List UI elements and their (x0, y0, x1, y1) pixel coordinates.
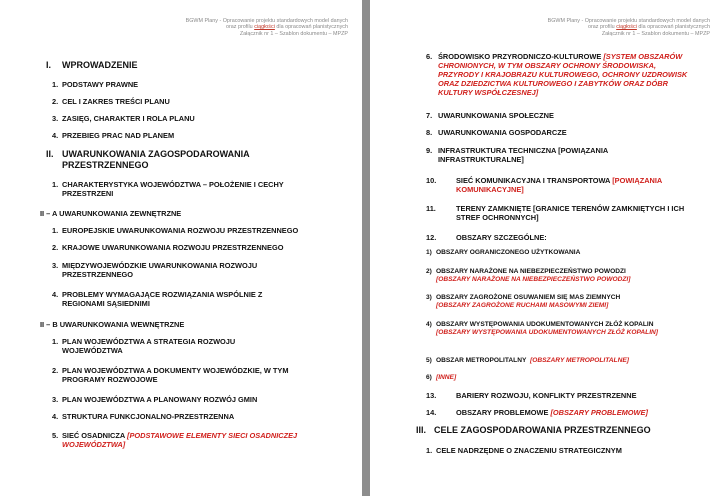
toc-item[interactable]: 12. OBSZARY SZCZEGÓLNE: (426, 233, 547, 242)
header-line-3: Załącznik nr 1 – Szablon dokumentu – MPZP (239, 30, 348, 37)
toc-item[interactable]: 2. CEL I ZAKRES TREŚCI PLANU (52, 97, 170, 106)
header-scribble: ciągłości (616, 24, 637, 31)
toc-item[interactable]: 3. PLAN WOJEWÓDZTWA A PLANOWANY ROZWÓJ GMIN (52, 395, 258, 404)
toc-item-note: [PODSTAWOWE ELEMENTY SIECI OSADNICZEJ WOJEWÓDZTWA] (62, 431, 298, 449)
header-line-3: Załącznik nr 1 – Szablon dokumentu – MPZP (601, 30, 710, 37)
header-line-2c: dla opracowań planistycznych (638, 24, 710, 31)
header-line-2a: oraz profilu (226, 24, 253, 31)
toc-subitem-note: [OBSZARY ZAGROŻONE RUCHAMI MASOWYMI ZIEMI] (436, 302, 609, 309)
page-header (108, 18, 348, 37)
toc-item[interactable]: 7. UWARUNKOWANIA SPOŁECZNE (426, 111, 554, 120)
header-line-1: BGWM Plany - Opracowanie projektu standardowych model danych (185, 18, 348, 24)
toc-section[interactable]: II – A UWARUNKOWANIA ZEWNĘTRZNE (40, 209, 182, 218)
toc-item[interactable]: 1. EUROPEJSKIE UWARUNKOWANIA ROZWOJU PRZESTRZENNEGO (52, 226, 299, 235)
toc-item[interactable]: 2. KRAJOWE UWARUNKOWANIA ROZWOJU PRZESTRZENNEGO (52, 243, 284, 252)
toc-item[interactable]: 1. CHARAKTERYSTYKA WOJEWÓDZTWA – POŁOŻENIE I CECHY PRZESTRZENI (52, 180, 284, 198)
toc-subitem-note: [OBSZARY METROPOLITALNE] (530, 357, 629, 364)
toc-item[interactable]: III. CELE ZAGOSPODAROWANIA PRZESTRZENNEGO (416, 425, 651, 435)
toc-item-note: [OBSZARY PROBLEMOWE] (550, 408, 648, 417)
toc-item[interactable]: 5. SIEĆ OSADNICZA [PODSTAWOWE ELEMENTY SIECI OSADNICZEJ WOJEWÓDZTWA] (52, 431, 298, 449)
toc-item[interactable]: I. WPROWADZENIE (46, 60, 138, 70)
toc-section[interactable]: II – B UWARUNKOWANIA WEWNĘTRZNE (40, 320, 185, 329)
toc-item[interactable]: 14. OBSZARY PROBLEMOWE [OBSZARY PROBLEMOWE] (426, 408, 648, 417)
toc-item-note: [POWIĄZANIA KOMUNIKACYJNE] (456, 176, 662, 194)
toc-subitem[interactable]: 2) OBSZARY NARAŻONE NA NIEBEZPIECZEŃSTWO POWODZI [OBSZARY NARAŻONE NA NIEBEZPIECZEŃSTWO POWODZI] (426, 268, 631, 283)
toc-item[interactable]: 9. INFRASTRUKTURA TECHNICZNA [POWIĄZANIA INFRASTRUKTURALNE] (426, 146, 608, 164)
toc-item[interactable]: 1. PLAN WOJEWÓDZTWA A STRATEGIA ROZWOJU WOJEWÓDZTWA (52, 337, 236, 355)
header-line-1: BGWM Plany - Opracowanie projektu standardowych model danych (547, 18, 710, 24)
toc-subitem-note: [OBSZARY NARAŻONE NA NIEBEZPIECZEŃSTWO POWODZI] (436, 276, 631, 283)
toc-item[interactable]: 1. CELE NADRZĘDNE O ZNACZENIU STRATEGICZNYM (426, 446, 622, 455)
header-scribble: ciągłości (254, 24, 275, 31)
header-line-2a: oraz profilu (588, 24, 615, 31)
page-gutter (362, 0, 370, 496)
toc-subitem[interactable]: 4) OBSZARY WYSTĘPOWANIA UDOKUMENTOWANYCH ZŁÓŻ KOPALIN [OBSZARY WYSTĘPOWANIA UDOKUMENTOWANYCH ZŁÓŻ KOPALIN] (426, 321, 658, 336)
toc-item[interactable]: 4. PRZEBIEG PRAC NAD PLANEM (52, 131, 175, 140)
toc-item[interactable]: 2. PLAN WOJEWÓDZTWA A DOKUMENTY WOJEWÓDZKIE, W TYM PROGRAMY ROZWOJOWE (52, 366, 289, 384)
toc-item[interactable]: 4. STRUKTURA FUNKCJONALNO-PRZESTRZENNA (52, 412, 235, 421)
toc-item[interactable]: 6. ŚRODOWISKO PRZYRODNICZO-KULTUROWE [SYSTEM OBSZARÓW CHRONIONYCH, W TYM OBSZARY OCHRONY ŚRODOWISKA, PRZYRODY I KRAJOBRAZU KULTUROWEGO, OCHRONY UZDROWISK ORAZ DZIEDZICTWA KULTUROWEGO I ZABYTKÓW ORAZ DÓBR KULTURY WSPÓŁCZESNEJ] (426, 52, 688, 97)
toc-item[interactable]: 8. UWARUNKOWANIA GOSPODARCZE (426, 128, 567, 137)
toc-item[interactable]: 10. SIEĆ KOMUNIKACYJNA I TRANSPORTOWA [POWIĄZANIA KOMUNIKACYJNE] (426, 176, 662, 194)
toc-subitem[interactable]: 1) OBSZARY OGRANICZONEGO UŻYTKOWANIA (426, 249, 581, 256)
toc-item[interactable]: 3. ZASIĘG, CHARAKTER I ROLA PLANU (52, 114, 195, 123)
toc-item[interactable]: 11. TERENY ZAMKNIĘTE [GRANICE TERENÓW ZAMKNIĘTYCH I ICH STREF OCHRONNYCH] (426, 204, 685, 222)
header-line-2c: dla opracowań planistycznych (276, 24, 348, 31)
toc-subitem[interactable]: 6) [INNE] (426, 374, 457, 381)
toc-item-note: [SYSTEM OBSZARÓW CHRONIONYCH, W TYM OBSZARY OCHRONY ŚRODOWISKA, PRZYRODY I KRAJOBRAZU KULTUROWEGO, OCHRONY UZDROWISK ORAZ DZIEDZICTWA KULTUROWEGO I ZABYTKÓW ORAZ DÓBR KULTURY WSPÓŁCZESNEJ] (438, 52, 688, 97)
toc-subitem-note: [INNE] (436, 374, 457, 381)
page-header (470, 18, 710, 37)
toc-subitem[interactable]: 3) OBSZARY ZAGROŻONE OSUWANIEM SIĘ MAS ZIEMNYCH [OBSZARY ZAGROŻONE RUCHAMI MASOWYMI ZIEMI] (426, 294, 621, 309)
toc-item[interactable]: 13. BARIERY ROZWOJU, KONFLIKTY PRZESTRZENNE (426, 391, 637, 400)
document-page-right (370, 0, 724, 496)
toc-item[interactable]: 3. MIĘDZYWOJEWÓDZKIE UWARUNKOWANIA ROZWOJU PRZESTRZENNEGO (52, 261, 258, 279)
toc-subitem[interactable]: 5) OBSZAR METROPOLITALNY [OBSZARY METROPOLITALNE] (426, 357, 629, 364)
toc-item[interactable]: II. UWARUNKOWANIA ZAGOSPODAROWANIA PRZESTRZENNEGO (46, 149, 250, 170)
toc-item[interactable]: 1. PODSTAWY PRAWNE (52, 80, 139, 89)
toc-item[interactable]: 4. PROBLEMY WYMAGAJĄCE ROZWIĄZANIA WSPÓLNIE Z REGIONAMI SĄSIEDNIMI (52, 290, 263, 308)
toc-subitem-note: [OBSZARY WYSTĘPOWANIA UDOKUMENTOWANYCH ZŁÓŻ KOPALIN] (436, 329, 658, 336)
